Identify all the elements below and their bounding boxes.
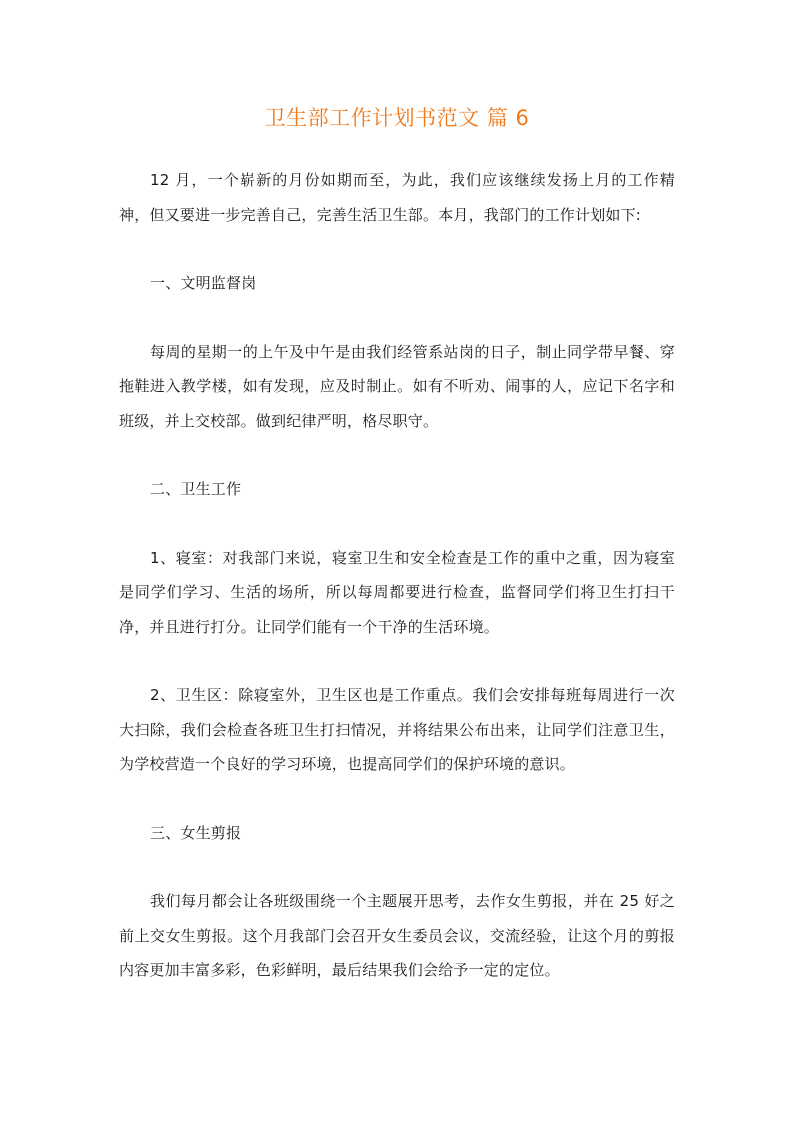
section-heading-civility-post: 一、文明监督岗 — [150, 274, 257, 292]
section-heading-girls-clippings: 三、女生剪报 — [150, 823, 242, 842]
hygiene-area-paragraph: 2、卫生区：除寝室外，卫生区也是工作重点。我们会安排每班每周进行一次大扫除，我们会检查各班卫生打扫情况，并将结果公布出来，让同学们注意卫生，为学校营造一个良好的学习环境，也提高同学们的保护环境的意识。 — [119, 686, 675, 773]
dormitory-paragraph: 1、寝室：对我部门来说，寝室卫生和安全检查是工作的重中之重，因为寝室是同学们学习、生活的场所，所以每周都要进行检查，监督同学们将卫生打扫干净，并且进行打分。让同学们能有一个干净的生活环境。 — [119, 548, 675, 636]
civility-post-paragraph: 每周的星期一的上午及中午是由我们经管系站岗的日子，制止同学带早餐、穿拖鞋进入教学楼，如有发现，应及时制止。如有不听劝、闹事的人，应记下名字和班级，并上交校部。做到纪律严明，格尽职守。 — [119, 342, 675, 430]
document-body — [119, 163, 675, 988]
intro-paragraph: 12 月，一个崭新的月份如期而至，为此，我们应该继续发扬上月的工作精神，但又要进一步完善自己，完善生活卫生部。本月，我部门的工作计划如下: — [119, 171, 675, 224]
girls-clippings-paragraph: 我们每月都会让各班级围绕一个主题展开思考，去作女生剪报，并在 25 好之前上交女生剪报。这个月我部门会召开女生委员会议，交流经验，让这个月的剪报内容更加丰富多彩，色彩鲜明，最后结果我们会给予一定的定位。 — [119, 892, 675, 979]
section-heading-hygiene-work: 二、卫生工作 — [150, 480, 242, 498]
document-title: 卫生部工作计划书范文 篇 6 — [264, 106, 530, 130]
